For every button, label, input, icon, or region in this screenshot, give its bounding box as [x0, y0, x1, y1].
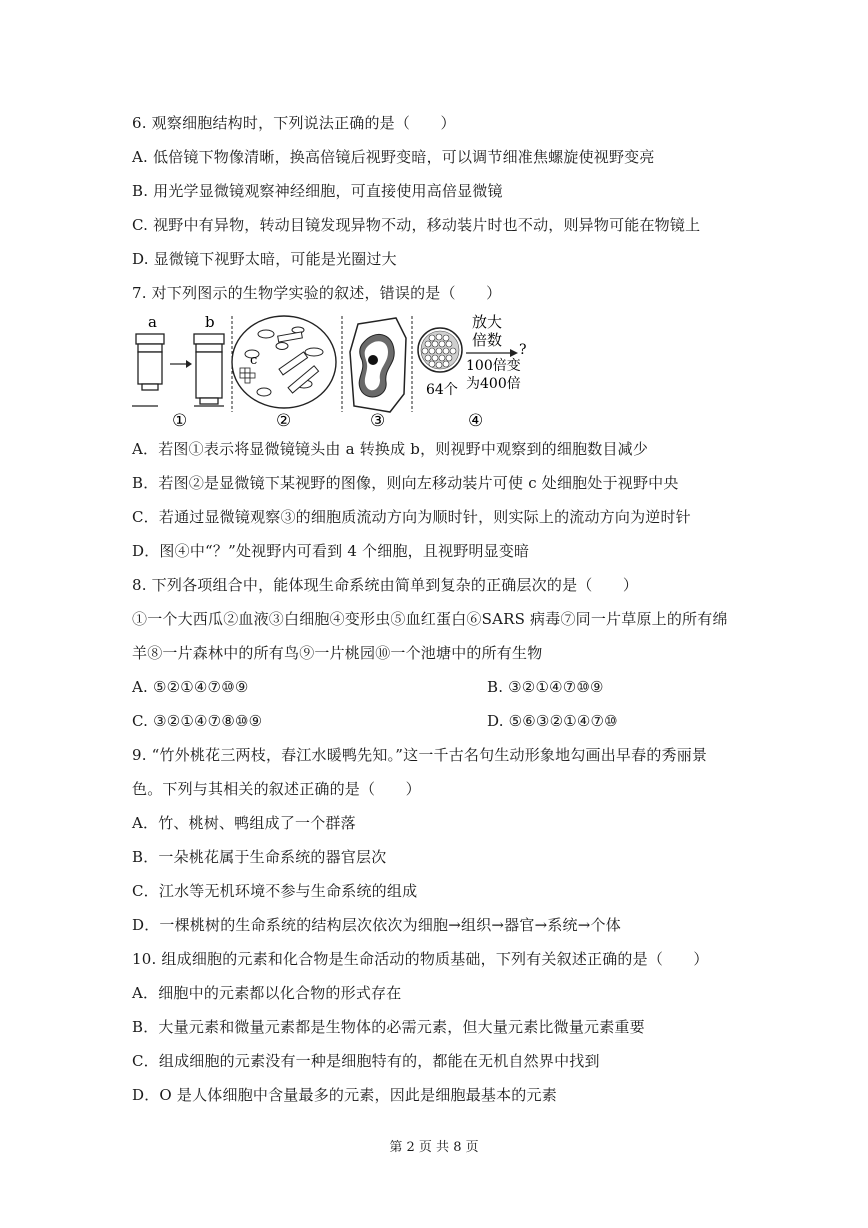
q9-option-c: C．江水等无机环境不参与生命系统的组成	[132, 882, 418, 900]
lens-a-label: a	[148, 313, 157, 331]
q9-option-d: D．一棵桃树的生命系统的结构层次依次为细胞→组织→器官→系统→个体	[132, 916, 621, 934]
q10-stem: 10. 组成细胞的元素和化合物是生命活动的物质基础，下列有关叙述正确的是（ ）	[132, 950, 709, 968]
q6-option-a: A. 低倍镜下物像清晰，换高倍镜后视野变暗，可以调节细准焦螺旋使视野变亮	[132, 148, 655, 166]
panel-4-magnification	[418, 313, 527, 430]
mag-label-line2: 倍数	[472, 331, 503, 349]
mag-label-line3: 100倍变	[466, 358, 521, 374]
q9-stem-line1: 9. “竹外桃花三两枝，春江水暖鸭先知。”这一千古名句生动形象地勾画出早春的秀丽景	[132, 746, 708, 764]
q9-stem-line2: 色。下列与其相关的叙述正确的是（ ）	[132, 780, 421, 798]
cell-count-label: 64个	[426, 382, 458, 398]
q8-option-b: B. ③②①④⑦⑩⑨	[487, 678, 604, 696]
q9-option-a: A．竹、桃树、鸭组成了一个群落	[132, 814, 356, 832]
lens-b-label: b	[205, 313, 215, 331]
q8-items-line2: 羊⑧一片森林中的所有鸟⑨一片桃园⑩一个池塘中的所有生物	[132, 644, 543, 662]
q10-option-a: A．细胞中的元素都以化合物的形式存在	[132, 984, 402, 1002]
q6-option-d: D. 显微镜下视野太暗，可能是光圈过大	[132, 250, 397, 268]
panel-4-number: ④	[468, 411, 484, 430]
q10-option-c: C．组成细胞的元素没有一种是细胞特有的，都能在无机自然界中找到	[132, 1052, 600, 1070]
q6-stem: 6. 观察细胞结构时，下列说法正确的是（ ）	[132, 114, 456, 132]
q7-option-c: C．若通过显微镜观察③的细胞质流动方向为顺时针，则实际上的流动方向为逆时针	[132, 508, 691, 526]
q8-items-line1: ①一个大西瓜②血液③白细胞④变形虫⑤血红蛋白⑥SARS 病毒⑦同一片草原上的所有绵	[132, 610, 728, 628]
q10-option-d: D．O 是人体细胞中含量最多的元素，因此是细胞最基本的元素	[132, 1086, 557, 1104]
q9-option-b: B．一朵桃花属于生命系统的器官层次	[132, 848, 387, 866]
mag-label-line4: 为400倍	[466, 376, 521, 392]
panel-3-plant-cell	[350, 318, 406, 430]
panel-2-number: ②	[276, 411, 292, 430]
cell-c-label: c	[250, 353, 258, 368]
q8-option-c: C. ③②①④⑦⑧⑩⑨	[132, 712, 263, 730]
q6-option-c: C. 视野中有异物，转动目镜发现异物不动，移动装片时也不动，则异物可能在物镜上	[132, 216, 701, 234]
q8-option-a: A. ⑤②①④⑦⑩⑨	[132, 678, 249, 696]
q7-option-b: B．若图②是显微镜下某视野的图像，则向左移动装片可使 c 处细胞处于视野中央	[132, 474, 679, 492]
page-footer: 第 2 页 共 8 页	[389, 1140, 479, 1155]
q7-option-d: D．图④中“？”处视野内可看到 4 个细胞，且视野明显变暗	[132, 542, 530, 560]
q8-option-d: D. ⑤⑥③②①④⑦⑩	[487, 712, 618, 730]
q8-stem: 8. 下列各项组合中，能体现生命系统由简单到复杂的正确层次的是（ ）	[132, 576, 639, 594]
panel-2-field	[232, 316, 336, 430]
panel-3-number: ③	[370, 411, 386, 430]
q10-option-b: B．大量元素和微量元素都是生物体的必需元素，但大量元素比微量元素重要	[132, 1018, 645, 1036]
q7-stem: 7. 对下列图示的生物学实验的叙述，错误的是（ ）	[132, 284, 502, 302]
q7-figure	[128, 312, 528, 430]
q7-option-a: A．若图①表示将显微镜镜头由 a 转换成 b，则视野中观察到的细胞数目减少	[132, 440, 649, 458]
panel-1-number: ①	[172, 411, 188, 430]
mag-label-line1: 放大	[472, 313, 503, 331]
question-mark: ?	[519, 342, 527, 358]
q6-option-b: B. 用光学显微镜观察神经细胞，可直接使用高倍显微镜	[132, 182, 503, 200]
panel-1-lenses	[132, 313, 224, 430]
